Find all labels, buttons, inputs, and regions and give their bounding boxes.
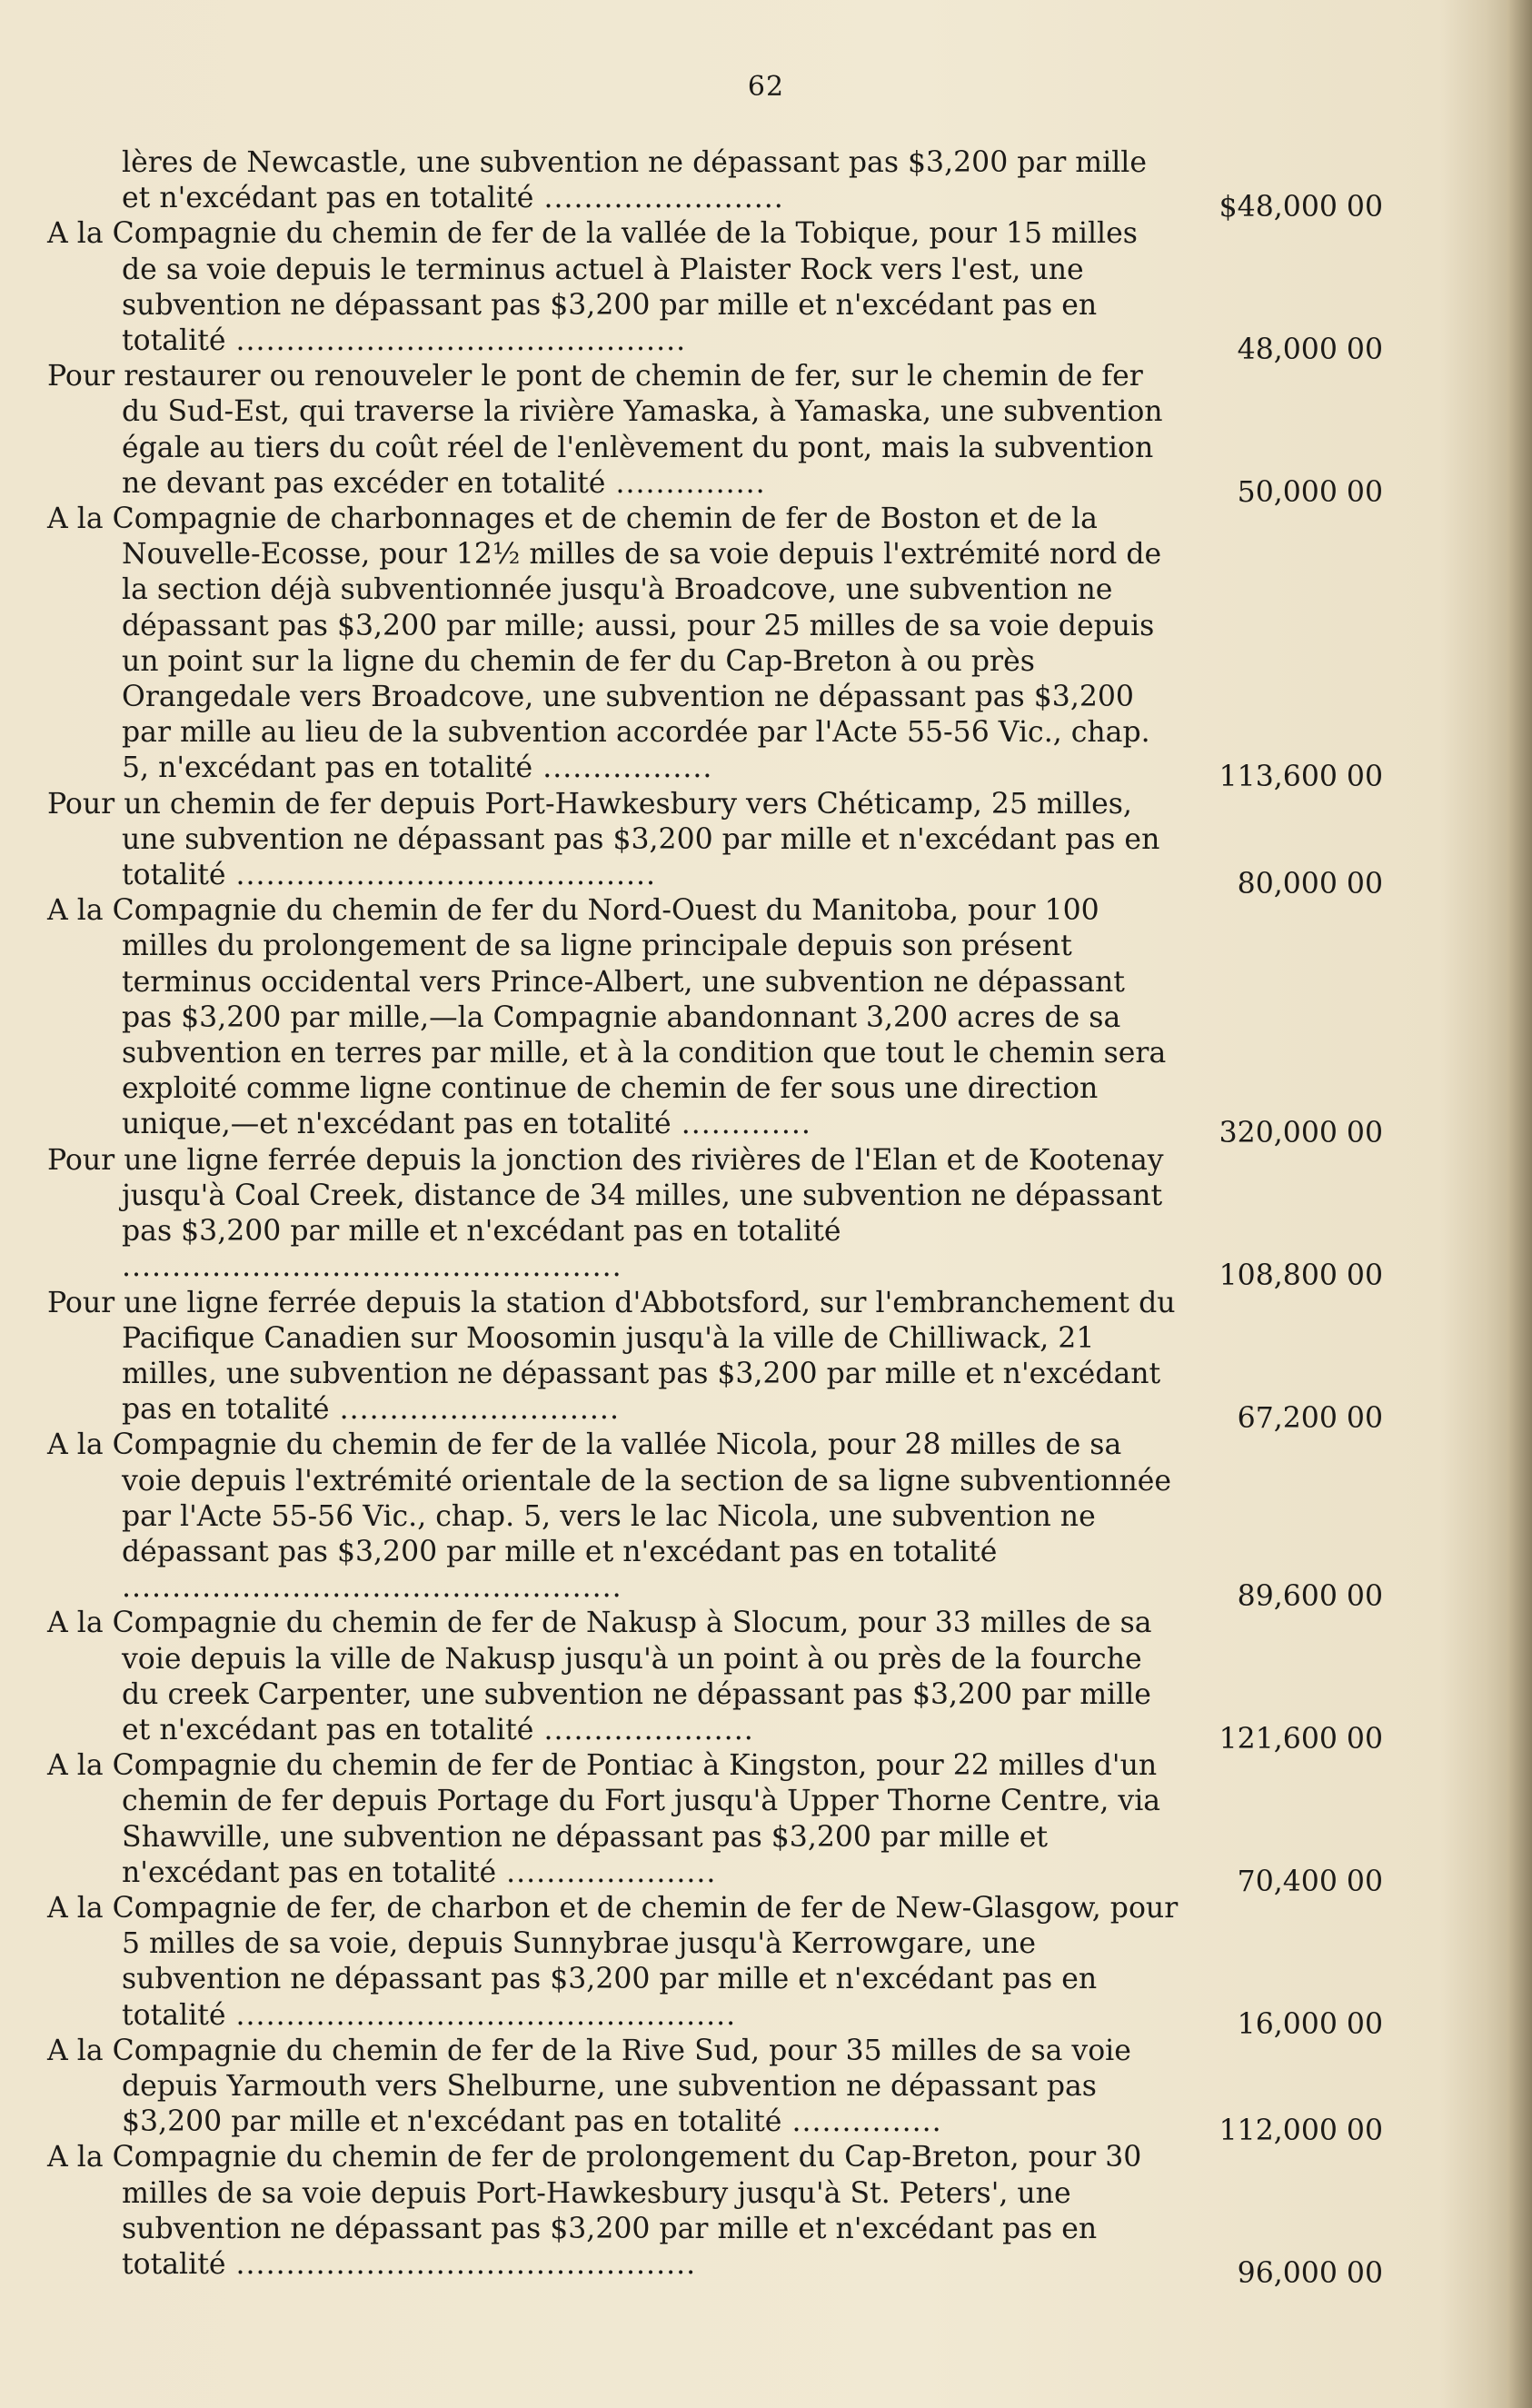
entry-amount: 89,600 00 bbox=[1237, 1580, 1383, 1614]
list-item: A la Compagnie de fer, de charbon et de chemin de fer de New-Glasgow, pour 5 milles de sa voie, depuis Sunnybrae jusqu'à Kerrowgare, une subvention ne dépassant pas $3,200 par mille et n'excédant pas en totalité .................................................. 16,000 00 bbox=[47, 1891, 1383, 2034]
list-item: A la Compagnie du chemin de fer de la vallée Nicola, pour 28 milles de sa voie depuis l'extrémité orientale de la section de sa ligne subventionnée par l'Acte 55-56 Vic., chap. 5, vers le lac Nicola, une subvention ne dépassant pas $3,200 par mille et n'excédant pas en totalité .................................................. 89,600 00 bbox=[47, 1428, 1383, 1606]
list-item: A la Compagnie du chemin de fer du Nord-Ouest du Manitoba, pour 100 milles du prolongement de sa ligne principale depuis son présent terminus occidental vers Prince-Albert, une subvention ne dépassant pas $3,200 par mille,—la Compagnie abandonnant 3,200 acres de sa subvention en terres par mille, et à la condition que tout le chemin sera exploité comme ligne continue de chemin de fer sous une direction unique,—et n'excédant pas en totalité ............. 320,000 00 bbox=[47, 893, 1383, 1142]
list-item: Pour une ligne ferrée depuis la station d'Abbotsford, sur l'embranchement du Pacifique Canadien sur Moosomin jusqu'à la ville de Chilliwack, 21 milles, une subvention ne dépassant pas $3,200 par mille et n'excédant pas en totalité ............................ 67,200 00 bbox=[47, 1286, 1383, 1428]
list-item: A la Compagnie du chemin de fer de Nakusp à Slocum, pour 33 milles de sa voie depuis la ville de Nakusp jusqu'à un point à ou près de la fourche du creek Carpenter, une subvention ne dépassant pas $3,200 par mille et n'excédant pas en totalité ..................... 121,600 00 bbox=[47, 1606, 1383, 1748]
entry-text: Pour une ligne ferrée depuis la jonction des rivières de l'Elan et de Kootenay jusqu'à Coal Creek, distance de 34 milles, une subvention ne dépassant pas $3,200 par mille et n'excédant pas en totalité bbox=[47, 1143, 1164, 1249]
list-item: Pour restaurer ou renouveler le pont de chemin de fer, sur le chemin de fer du Sud-Est, qui traverse la rivière Yamaska, à Yamaska, une subvention égale au tiers du coût réel de l'enlèvement du pont, mais la subvention ne devant pas excéder en totalité ............... 50,000 00 bbox=[47, 359, 1383, 502]
entry-amount: 121,600 00 bbox=[1219, 1722, 1383, 1756]
list-item: A la Compagnie du chemin de fer de Pontiac à Kingston, pour 22 milles d'un chemin de fer depuis Portage du Fort jusqu'à Upper Thorne Centre, via Shawville, une subvention ne dépassant pas $3,200 par mille et n'excédant pas en totalité ..................... 70,400 00 bbox=[47, 1748, 1383, 1891]
entry-amount: 96,000 00 bbox=[1237, 2256, 1383, 2290]
list-item: Pour un chemin de fer depuis Port-Hawkesbury vers Chéticamp, 25 milles, une subvention ne dépassant pas $3,200 par mille et n'excédant pas en totalité .......................................... 80,000 00 bbox=[47, 787, 1383, 894]
list-item: lères de Newcastle, une subvention ne dépassant pas $3,200 par mille et n'excédant pas en totalité ........................ $48,000 00 bbox=[47, 145, 1383, 216]
entry-amount: 112,000 00 bbox=[1219, 2114, 1383, 2148]
entry-text: Pour restaurer ou renouveler le pont de chemin de fer, sur le chemin de fer du Sud-Est, qui traverse la rivière Yamaska, à Yamaska, une subvention égale au tiers du coût réel de l'enlèvement du pont, mais la subvention ne devant pas excéder en totalité bbox=[47, 360, 1163, 500]
entry-text: A la Compagnie du chemin de fer de Nakusp à Slocum, pour 33 milles de sa voie depuis la ville de Nakusp jusqu'à un point à ou près de la fourche du creek Carpenter, une subvention ne dépassant pas $3,200 par mille et n'excédant pas en totalité bbox=[47, 1607, 1152, 1746]
entry-amount: 113,600 00 bbox=[1219, 761, 1383, 794]
list-item: A la Compagnie du chemin de fer de prolongement du Cap-Breton, pour 30 milles de sa voie depuis Port-Hawkesbury jusqu'à St. Peters', une subvention ne dépassant pas $3,200 par mille et n'excédant pas en totalité .............................................. 96,000 00 bbox=[47, 2140, 1383, 2283]
entry-text: A la Compagnie du chemin de fer du Nord-Ouest du Manitoba, pour 100 milles du prolongement de sa ligne principale depuis son présent terminus occidental vers Prince-Albert, une subvention ne dépassant pas $3,200 par mille,—la Compagnie abandonnant 3,200 acres de sa subvention en terres par mille, et à la condition que tout le chemin sera exploité comme ligne continue de chemin de fer sous une direction unique,—et n'excédant pas en totalité bbox=[47, 894, 1167, 1141]
entry-amount: 80,000 00 bbox=[1237, 868, 1383, 901]
entry-text: A la Compagnie du chemin de fer de la vallée de la Tobique, pour 15 milles de sa voie depuis le terminus actuel à Plaister Rock vers l'est, une subvention ne dépassant pas $3,200 par mille et n'excédant pas en totalité bbox=[47, 217, 1138, 358]
entry-text: A la Compagnie du chemin de fer de la vallée Nicola, pour 28 milles de sa voie depuis l'extrémité orientale de la section de sa ligne subventionnée par l'Acte 55-56 Vic., chap. 5, vers le lac Nicola, une subvention ne dépassant pas $3,200 par mille et n'excédant pas en totalité bbox=[47, 1428, 1172, 1568]
list-item: A la Compagnie de charbonnages et de chemin de fer de Boston et de la Nouvelle-Ecosse, pour 12½ milles de sa voie depuis l'extrémité nord de la section déjà subventionnée jusqu'à Broadcove, une subvention ne dépassant pas $3,200 par mille; aussi, pour 25 milles de sa voie depuis un point sur la ligne du chemin de fer du Cap-Breton à ou près Orangedale vers Broadcove, une subvention ne dépassant pas $3,200 par mille au lieu de la subvention accordée par l'Acte 55-56 Vic., chap. 5, n'excédant pas en totalité ................. 113,600 00 bbox=[47, 502, 1383, 787]
entry-text: A la Compagnie du chemin de fer de Pontiac à Kingston, pour 22 milles d'un chemin de fer depuis Portage du Fort jusqu'à Upper Thorne Centre, via Shawville, une subvention ne dépassant pas $3,200 par mille et n'excédant pas en totalité bbox=[47, 1749, 1161, 1889]
entry-amount: 108,800 00 bbox=[1219, 1259, 1383, 1293]
list-item: Pour une ligne ferrée depuis la jonction des rivières de l'Elan et de Kootenay jusqu'à Coal Creek, distance de 34 milles, une subvention ne dépassant pas $3,200 par mille et n'excédant pas en totalité .................................................. 108,800 00 bbox=[47, 1143, 1383, 1286]
subsidy-list bbox=[47, 145, 1383, 2290]
entry-text: A la Compagnie du chemin de fer de prolongement du Cap-Breton, pour 30 milles de sa voie depuis Port-Hawkesbury jusqu'à St. Peters', une subvention ne dépassant pas $3,200 par mille et n'excédant pas en totalité bbox=[47, 2141, 1142, 2281]
entry-text: Pour une ligne ferrée depuis la station d'Abbotsford, sur l'embranchement du Pacifique Canadien sur Moosomin jusqu'à la ville de Chilliwack, 21 milles, une subvention ne dépassant pas $3,200 par mille et n'excédant pas en totalité bbox=[47, 1286, 1176, 1427]
list-item: A la Compagnie du chemin de fer de la Rive Sud, pour 35 milles de sa voie depuis Yarmouth vers Shelburne, une subvention ne dépassant pas $3,200 par mille et n'excédant pas en totalité ............... 112,000 00 bbox=[47, 2034, 1383, 2141]
entry-amount: 50,000 00 bbox=[1237, 475, 1383, 509]
entry-amount: $48,000 00 bbox=[1219, 191, 1383, 224]
book-gutter-shadow bbox=[1507, 0, 1532, 2408]
entry-amount: 16,000 00 bbox=[1237, 2007, 1383, 2041]
page-number: 62 bbox=[747, 71, 785, 103]
entry-text: A la Compagnie de charbonnages et de chemin de fer de Boston et de la Nouvelle-Ecosse, pour 12½ milles de sa voie depuis l'extrémité nord de la section déjà subventionnée jusqu'à Broadcove, une subvention ne dépassant pas $3,200 par mille; aussi, pour 25 milles de sa voie depuis un point sur la ligne du chemin de fer du Cap-Breton à ou près Orangedale vers Broadcove, une subvention ne dépassant pas $3,200 par mille au lieu de la subvention accordée par l'Acte 55-56 Vic., chap. 5, n'excédant pas en totalité bbox=[47, 502, 1162, 785]
entry-amount: 320,000 00 bbox=[1219, 1117, 1383, 1150]
entry-text: A la Compagnie de fer, de charbon et de chemin de fer de New-Glasgow, pour 5 milles de sa voie, depuis Sunnybrae jusqu'à Kerrowgare, une subvention ne dépassant pas $3,200 par mille et n'excédant pas en totalité bbox=[47, 1891, 1179, 2032]
entry-text: Pour un chemin de fer depuis Port-Hawkesbury vers Chéticamp, 25 milles, une subvention ne dépassant pas $3,200 par mille et n'excédant pas en totalité bbox=[47, 787, 1160, 892]
entry-amount: 70,400 00 bbox=[1237, 1865, 1383, 1898]
entry-text: lères de Newcastle, une subvention ne dépassant pas $3,200 par mille et n'excédant pas en totalité bbox=[122, 146, 1148, 215]
entry-amount: 67,200 00 bbox=[1237, 1402, 1383, 1436]
entry-amount: 48,000 00 bbox=[1237, 333, 1383, 367]
entry-text: A la Compagnie du chemin de fer de la Rive Sud, pour 35 milles de sa voie depuis Yarmouth vers Shelburne, une subvention ne dépassant pas $3,200 par mille et n'excédant pas en totalité bbox=[47, 2034, 1131, 2139]
list-item: A la Compagnie du chemin de fer de la vallée de la Tobique, pour 15 milles de sa voie depuis le terminus actuel à Plaister Rock vers l'est, une subvention ne dépassant pas $3,200 par mille et n'excédant pas en totalité ............................................. 48,000 00 bbox=[47, 216, 1383, 359]
